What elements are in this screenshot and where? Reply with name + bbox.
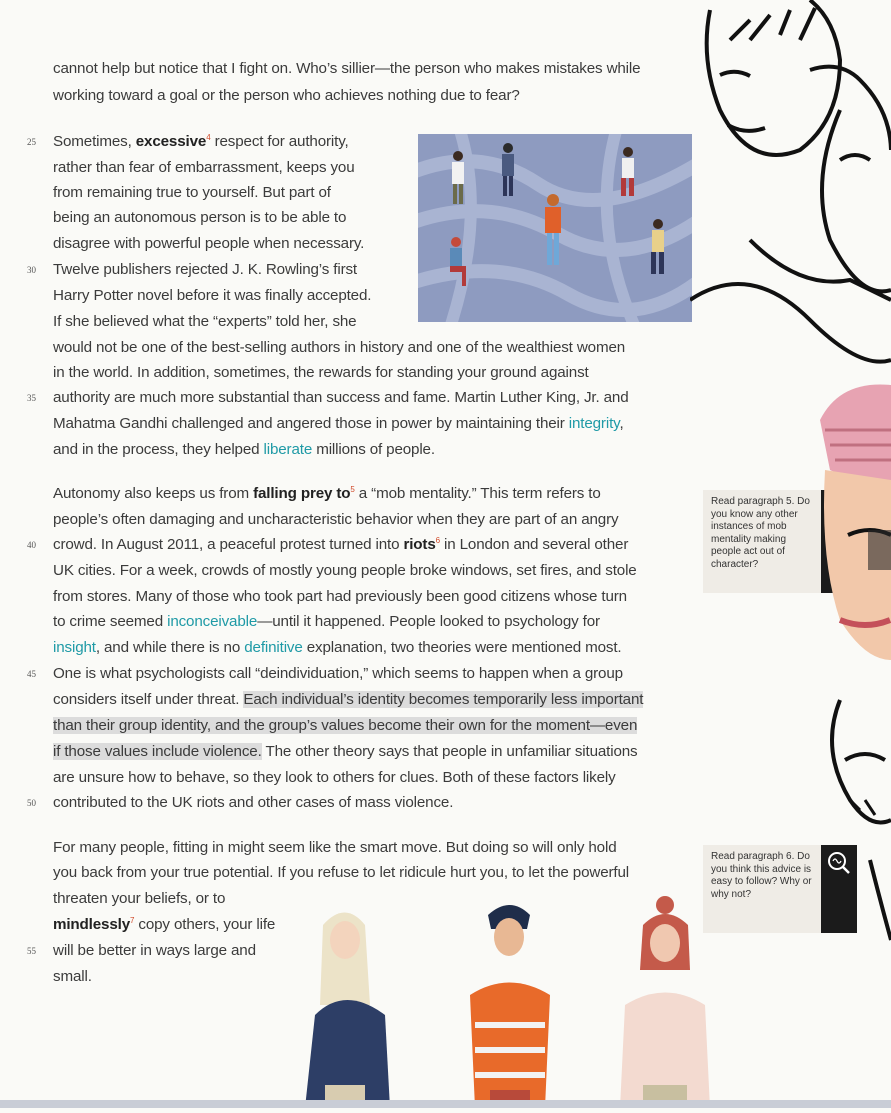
text-line: UK cities. For a week, crowds of mostly young people broke windows, set fires, and stole — [53, 562, 637, 579]
text-line: small. — [53, 968, 92, 985]
text-line: Autonomy also keeps us from falling prey $to^5$ a “mob mentality.” This term refers to — [53, 484, 601, 502]
line-number: 55 — [27, 946, 36, 956]
text-line: Twelve publishers rejected J. K. Rowling’s first — [53, 261, 357, 278]
line-number: 40 — [27, 540, 36, 550]
reading-note-paragraph6: Read paragraph 6. Do you think this advice is easy to follow? Why or why not? — [703, 845, 821, 933]
text-line: insight, and while there is no definitive explanation, two theories were mentioned most. — [53, 639, 622, 656]
text-line: considers itself under threat. Each individual’s identity becomes temporarily less important — [53, 691, 644, 708]
line-number: 35 — [27, 393, 36, 403]
text-line: would not be one of the best-selling authors in history and one of the wealthiest women — [53, 339, 626, 356]
bottom-edge — [0, 1100, 891, 1108]
text-line: One is what psychologists call “deindividuation,” which seems to happen when a group — [53, 665, 623, 682]
thinking-people-illustration — [295, 895, 745, 1108]
highlighted-text: if those values include violence. — [53, 743, 262, 760]
text-line: in the world. In addition, sometimes, the rewards for standing your ground against — [53, 364, 589, 381]
vocab-liberate: liberate — [263, 441, 313, 458]
text-line: Harry Potter novel before it was finally accepted. — [53, 287, 372, 304]
line-number: 25 — [27, 137, 36, 147]
text-line: from stores. Many of those who took part had previously been good citizens whose turn — [53, 588, 627, 605]
highlighted-text: than their group identity, and the group’s values become their own for the moment—even — [53, 717, 638, 734]
line-art-faces-decoration — [690, 0, 891, 1108]
text-line: mindlessly$^7$ copy others, your life — [53, 915, 276, 933]
crowd-illustration — [418, 134, 692, 322]
vocab-definitive: definitive — [244, 639, 303, 656]
text-line: Mahatma Gandhi challenged and angered those in power by maintaining their integrity, — [53, 415, 624, 432]
text-line: being an autonomous person is to be able to — [53, 209, 347, 226]
text-line: are unsure how to behave, so they look to others for clues. Both of these factors likely — [53, 769, 616, 786]
line-number: 50 — [27, 798, 36, 808]
text-line: to crime seemed inconceivable—until it happened. People looked to psychology for — [53, 613, 600, 630]
vocab-integrity: integrity — [568, 415, 620, 432]
vocab-excessive: excessive — [135, 133, 207, 150]
footnote-ref: 6 — [435, 535, 440, 545]
vocab-inconceivable: inconceivable — [167, 613, 258, 630]
text-line: from remaining true to yourself. But part of — [53, 184, 331, 201]
text-line: crowd. In August 2011, a peaceful protest turned into riots$^6$ in London and several other — [53, 535, 629, 553]
text-line: threaten your beliefs, or to — [53, 890, 226, 907]
highlighted-text: Each individual’s identity becomes temporarily less important — [243, 691, 644, 708]
text-line: For many people, fitting in might seem like the smart move. But doing so will only hold — [53, 839, 617, 856]
text-line: If she believed what the “experts” told her, she — [53, 313, 357, 330]
line-number: 30 — [27, 265, 36, 275]
text-line: Sometimes, excessive$^4$ respect for authority, — [53, 132, 349, 150]
text-line: you back from your true potential. If you refuse to let ridicule hurt you, to let the powerful — [53, 864, 629, 881]
text-line: disagree with powerful people when necessary. — [53, 235, 365, 252]
footnote-ref: 5 — [350, 484, 355, 494]
text-line: cannot help but notice that I fight on. Who’s sillier—the person who makes mistakes while — [53, 60, 641, 77]
text-line: authority are much more substantial than success and fame. Martin Luther King, Jr. and — [53, 389, 629, 406]
text-line: rather than fear of embarrassment, keeps you — [53, 159, 355, 176]
text-line: contributed to the UK riots and other cases of mass violence. — [53, 794, 454, 811]
text-line — [53, 713, 637, 739]
vocab-falling-prey: falling prey to — [253, 485, 351, 502]
vocab-mindlessly: mindlessly — [53, 916, 131, 933]
text-line: and in the process, they helped liberate millions of people. — [53, 441, 435, 458]
footnote-ref: 4 — [206, 132, 211, 142]
text-line: people’s often damaging and uncharacteristic behavior when they are part of an angry — [53, 511, 619, 528]
text-line: working toward a goal or the person who achieves nothing due to fear? — [53, 87, 520, 104]
text-line: if those values include violence. The other theory says that people in unfamiliar situations — [53, 743, 638, 760]
footnote-ref: 7 — [130, 915, 135, 925]
vocab-riots: riots — [403, 536, 436, 553]
vocab-insight: insight — [53, 639, 96, 656]
line-number: 45 — [27, 669, 36, 679]
reading-note-paragraph5: Read paragraph 5. Do you know any other instances of mob mentality making people act out of character? — [703, 490, 821, 593]
text-line: will be better in ways large and — [53, 942, 256, 959]
